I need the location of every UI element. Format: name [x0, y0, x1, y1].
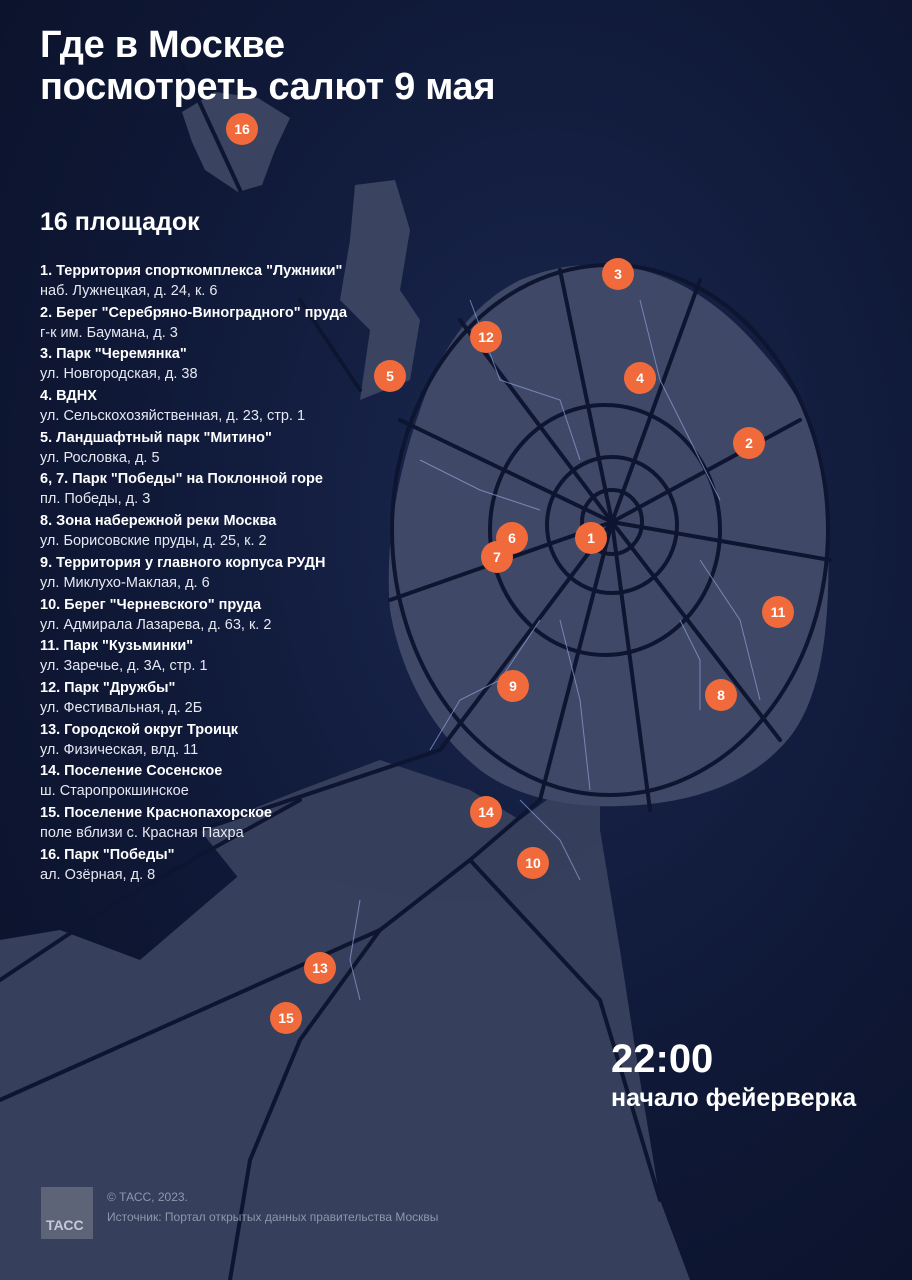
marker-label-6: 6	[508, 530, 516, 546]
venue-address: поле вблизи с. Красная Пахра	[40, 824, 244, 841]
list-item	[40, 553, 410, 595]
venue-name: 10. Берег "Черневского" пруда	[40, 596, 262, 613]
marker-label-5: 5	[386, 368, 394, 384]
marker-7[interactable]	[481, 541, 513, 573]
venue-name: 14. Поселение Сосенское	[40, 763, 223, 780]
venue-address: ул. Адмирала Лазарева, д. 63, к. 2	[40, 616, 272, 633]
venue-name: 11. Парк "Кузьминки"	[40, 638, 194, 655]
venue-list	[40, 261, 410, 886]
marker-label-16: 16	[234, 121, 250, 137]
venue-address: наб. Лужнецкая, д. 24, к. 6	[40, 283, 218, 299]
credits	[107, 1187, 438, 1227]
marker-2[interactable]	[733, 427, 765, 459]
marker-14[interactable]	[470, 796, 502, 828]
fireworks-caption: начало фейерверка	[611, 1084, 857, 1112]
marker-13[interactable]	[304, 952, 336, 984]
list-item	[40, 845, 410, 887]
source-text: Источник: Портал открытых данных правительства Москвы	[107, 1210, 439, 1224]
marker-label-8: 8	[717, 687, 725, 703]
marker-label-10: 10	[525, 855, 541, 871]
list-item	[40, 261, 410, 303]
venue-name: 3. Парк "Черемянка"	[40, 346, 187, 363]
marker-label-12: 12	[478, 329, 494, 345]
list-item	[40, 469, 410, 511]
list-item	[40, 303, 410, 345]
venue-address: ул. Миклухо-Маклая, д. 6	[40, 574, 210, 591]
list-item	[40, 761, 410, 803]
venue-name: 2. Берег "Серебряно-Виноградного" пруда	[40, 304, 348, 321]
marker-label-14: 14	[478, 804, 494, 820]
venue-address: ул. Рословка, д. 5	[40, 449, 160, 466]
marker-label-13: 13	[312, 960, 328, 976]
fireworks-time: 22:00	[611, 1037, 714, 1081]
copyright-text: © ТАСС, 2023.	[107, 1190, 188, 1204]
venue-name: 1. Территория спорткомплекса "Лужники"	[40, 263, 343, 279]
list-item	[40, 428, 410, 470]
venue-name: 15. Поселение Краснопахорское	[40, 804, 272, 821]
marker-3[interactable]	[602, 258, 634, 290]
marker-label-9: 9	[509, 678, 517, 694]
marker-16[interactable]	[226, 113, 258, 145]
list-item	[40, 636, 410, 678]
venue-address: ул. Физическая, влд. 11	[40, 741, 199, 758]
marker-label-11: 11	[770, 604, 786, 620]
marker-4[interactable]	[624, 362, 656, 394]
marker-10[interactable]	[517, 847, 549, 879]
marker-8[interactable]	[705, 679, 737, 711]
list-item	[40, 386, 410, 428]
marker-label-3: 3	[614, 266, 622, 282]
venue-address: ал. Озёрная, д. 8	[40, 866, 156, 883]
venue-address: ул. Новгородская, д. 38	[40, 366, 198, 383]
venue-name: 13. Городской округ Троицк	[40, 721, 239, 738]
list-item	[40, 678, 410, 720]
marker-label-1: 1	[587, 530, 595, 546]
marker-label-7: 7	[493, 549, 501, 565]
list-item	[40, 720, 410, 762]
venue-name: 5. Ландшафтный парк "Митино"	[40, 429, 272, 446]
venue-address: ул. Борисовские пруды, д. 25, к. 2	[40, 533, 267, 550]
marker-label-2: 2	[745, 435, 753, 451]
marker-11[interactable]	[762, 596, 794, 628]
venue-address: ул. Фестивальная, д. 2Б	[40, 699, 203, 716]
title-line-1: Где в Москве	[40, 24, 285, 66]
list-item	[40, 595, 410, 637]
list-item	[40, 803, 410, 845]
venue-name: 4. ВДНХ	[40, 388, 97, 405]
venue-name: 6, 7. Парк "Победы" на Поклонной горе	[40, 471, 323, 488]
list-item	[40, 344, 410, 386]
title-line-2: посмотреть салют 9 мая	[40, 66, 496, 108]
venue-name: 16. Парк "Победы"	[40, 846, 175, 863]
tass-logo	[41, 1187, 93, 1239]
fireworks-time-block	[611, 1036, 856, 1114]
marker-1[interactable]	[575, 522, 607, 554]
venue-address: г-к им. Баумана, д. 3	[40, 324, 178, 341]
marker-label-4: 4	[636, 370, 644, 386]
venue-address: пл. Победы, д. 3	[40, 491, 151, 508]
marker-15[interactable]	[270, 1002, 302, 1034]
marker-12[interactable]	[470, 321, 502, 353]
venue-address: ул. Сельскохозяйственная, д. 23, стр. 1	[40, 408, 306, 425]
venue-name: 12. Парк "Дружбы"	[40, 679, 176, 696]
page-title	[40, 24, 495, 108]
venues-heading: 16 площадок	[40, 208, 200, 236]
venue-address: ш. Старопрокшинское	[40, 783, 189, 800]
venue-address: ул. Заречье, д. 3А, стр. 1	[40, 658, 208, 675]
venue-name: 9. Территория у главного корпуса РУДН	[40, 554, 326, 571]
venue-name: 8. Зона набережной реки Москва	[40, 513, 277, 530]
marker-label-15: 15	[278, 1010, 294, 1026]
tass-logo-text: ТАСС	[46, 1217, 84, 1233]
marker-9[interactable]	[497, 670, 529, 702]
list-item	[40, 511, 410, 553]
